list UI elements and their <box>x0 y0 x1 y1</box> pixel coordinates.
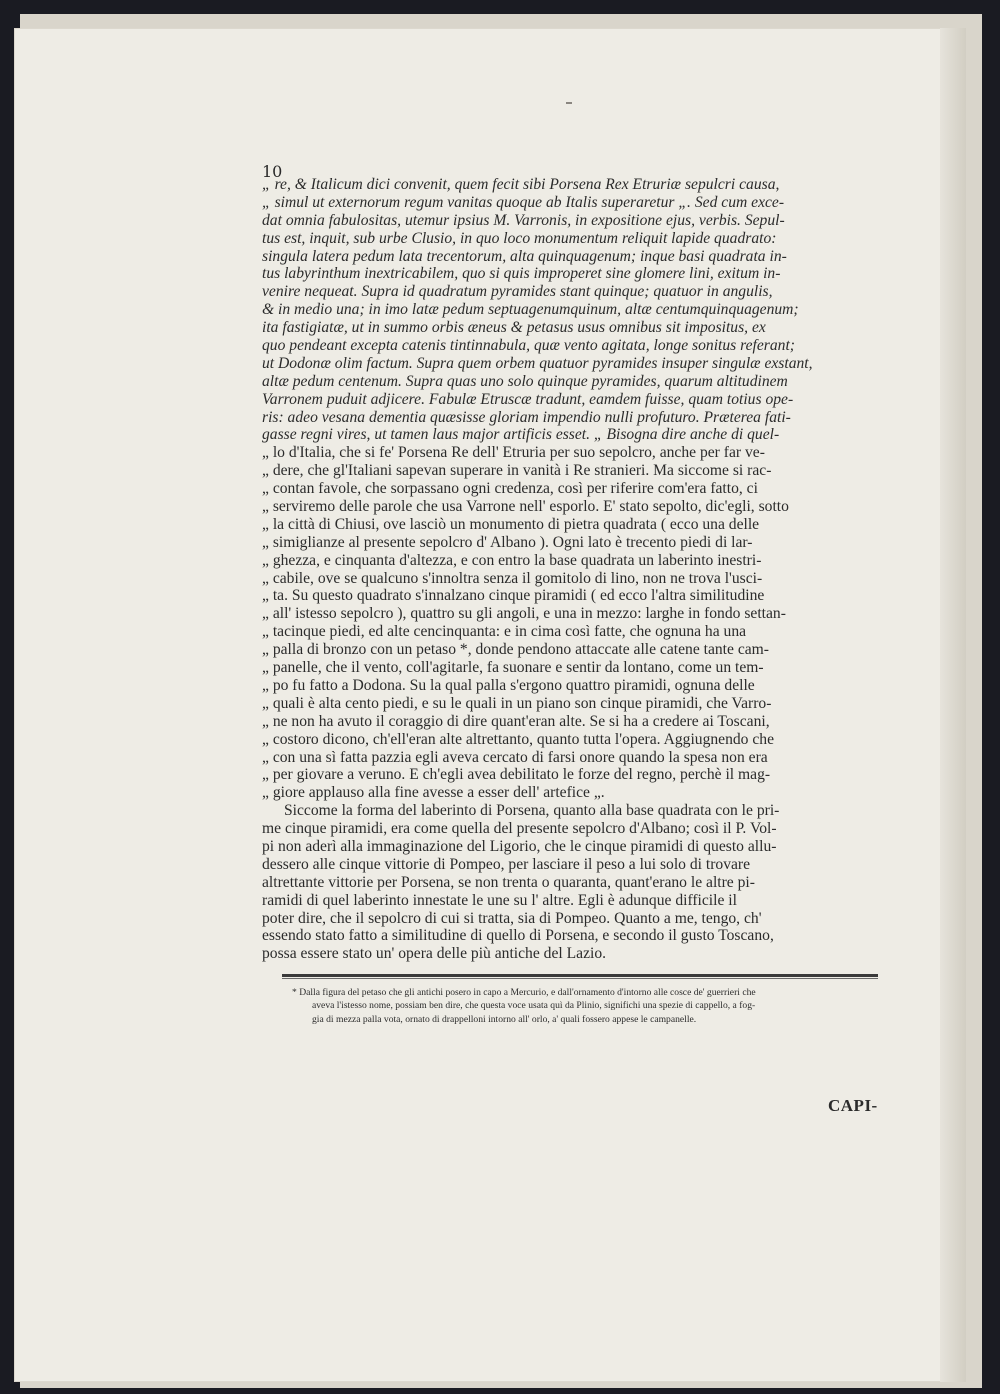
text-line: „ con una sì fatta pazzia egli aveva cercato di farsi onore quando la spesa non era <box>262 748 768 766</box>
text-line: „ ghezza, e cinquanta d'altezza, e con entro la base quadrata un laberinto inestri- <box>262 551 762 569</box>
text-line: „ quali è alta cento piedi, e su le quali in un piano son cinque piramidi, che Varro- <box>262 694 772 712</box>
text-line: singula latera pedum lata trecentorum, alta quinquagenum; inque basi quadrata in- <box>262 247 787 265</box>
text-line: essendo stato fatto a similitudine di quello di Porsena, e secondo il gusto Toscano, <box>262 927 774 945</box>
text-line: ut Dodonæ olim factum. Supra quem orbem quatuor pyramides insuper singulæ exstant, <box>262 354 813 372</box>
text-line: „ simul ut externorum regum vanitas quoque ab Italis superaretur „. Sed cum exce- <box>262 193 785 211</box>
text-line: dat omnia fabulositas, utemur ipsius M. Varronis, in expositione ejus, verbis. Sepul- <box>262 211 785 229</box>
text-line: „ contan favole, che sorpassano ogni credenza, così per riferire com'era fatto, ci <box>262 480 758 498</box>
text-line: „ dere, che gl'Italiani sapevan superare in vanità i Re stranieri. Ma siccome si rac- <box>262 462 772 480</box>
text-line: altæ pedum centenum. Supra quas uno solo quinque pyramides, quarum altitudinem <box>262 372 788 390</box>
text-line: „ tacinque piedi, ed alte cencinquanta: e in cima così fatte, che ognuna ha una <box>262 623 747 641</box>
text-line: & in medio una; in imo latæ pedum septuagenumquinum, altæ centumquinquagenum; <box>262 301 799 319</box>
text-line: tus est, inquit, sub urbe Clusio, in quo loco monumentum reliquit lapide quadrato: <box>262 229 777 247</box>
footnote-rule <box>282 974 878 977</box>
text-line: „ panelle, che il vento, coll'agitarle, fa suonare e sentir da lontano, come un tem- <box>262 659 764 677</box>
text-line: venire nequeat. Supra id quadratum pyramides stant quinque; quatuor in angulis, <box>262 283 773 301</box>
text-line: altrettante vittorie per Porsena, se non trenta o quaranta, quant'erano le altre pi- <box>262 873 755 891</box>
text-line: me cinque piramidi, era come quella del presente sepolcro d'Albano; così il P. Vol- <box>262 820 777 838</box>
text-line: quo pendeant excepta catenis tintinnabula, quæ vento agitata, longe sonitus referant; <box>262 337 795 355</box>
text-line: „ ne non ha avuto il coraggio di dire quant'eran alte. Se si ha a credere ai Toscani, <box>262 712 770 730</box>
text-line: „ re, & Italicum dici convenit, quem fecit sibi Porsena Rex Etruriæ sepulcri causa, <box>262 176 780 193</box>
footnote <box>292 986 878 1026</box>
text-line: gasse regni vires, ut tamen laus major artificis esset. „ Bisogna dire anche di quel- <box>262 426 780 444</box>
text-line: „ serviremo delle parole che usa Varrone nell' esporlo. E' stato sepolto, dic'egli, sotto <box>262 498 789 516</box>
text-line: dessero alle cinque vittorie di Pompeo, per lasciare il peso a lui solo di trovare <box>262 855 751 873</box>
footnote-line: * Dalla figura del petaso che gli antichi posero in capo a Mercurio, e dall'ornamento d'intorno alle cosce de' guerrieri che <box>292 987 756 998</box>
text-line: „ simiglianze al presente sepolcro d' Albano ). Ogni lato è trecento piedi di lar- <box>262 533 753 551</box>
footnote-line: aveva l'istesso nome, possiam ben dire, che questa voce usata quì da Plinio, significhi una spezie di cappello, a fog- <box>312 1000 756 1012</box>
text-line: „ all' istesso sepolcro ), quattro su gli angoli, e una in mezzo: larghe in fondo settan- <box>262 605 786 623</box>
text-line: „ po fu fatto a Dodona. Su la qual palla s'ergono quattro piramidi, ognuna delle <box>262 676 755 694</box>
text-line: „ palla di bronzo con un petaso *, donde pendono attaccate alle catene tante cam- <box>262 641 770 659</box>
page-number: 10 <box>262 162 283 181</box>
text-line: „ cabile, ove se qualcuno s'innoltra senza il gomitolo di lino, non ne trova l'usci- <box>262 569 763 587</box>
text-line: „ ta. Su questo quadrato s'innalzano cinque piramidi ( ed ecco l'altra similitudine <box>262 587 765 605</box>
catchword: CAPI- <box>828 1096 878 1115</box>
text-line: „ lo d'Italia, che si fe' Porsena Re dell' Etruria per suo sepolcro, anche per far ve- <box>262 444 765 462</box>
page-mark <box>566 102 572 104</box>
page-fold-shadow <box>940 28 966 1382</box>
footnote-line: gia di mezza palla vota, ornato di drappelloni intorno all' orlo, a' quali fossero appese le campanelle. <box>312 1013 697 1025</box>
text-line: pi non aderì alla immaginazione del Ligorio, che le cinque piramidi di questo allu- <box>262 837 777 855</box>
main-text <box>262 176 874 963</box>
text-line: ramidi di quel laberinto innestate le une su l' altre. Egli è adunque difficile il <box>262 891 737 909</box>
footnote-rule-thin <box>282 978 878 979</box>
text-line: ris: adeo vesana dementia quæsisse gloriam impendio nulli profuturo. Præterea fati- <box>262 408 791 426</box>
text-line: „ giore applauso alla fine avesse a esser dell' artefice „. <box>262 784 605 802</box>
text-line: Siccome la forma del laberinto di Porsena, quanto alla base quadrata con le pri- <box>284 802 780 820</box>
text-line: poter dire, che il sepolcro di cui si tratta, sia di Pompeo. Quanto a me, tengo, ch' <box>262 909 762 927</box>
text-line: Varronem puduit adjicere. Fabulæ Etruscæ tradunt, eamdem fuisse, quam totius ope- <box>262 390 794 408</box>
text-line: „ per giovare a veruno. E ch'egli avea debilitato le forze del regno, perchè il mag- <box>262 766 771 784</box>
text-line: „ la città di Chiusi, ove lasciò un monumento di pietra quadrata ( ecco una delle <box>262 515 760 533</box>
text-line: „ costoro dicono, ch'ell'eran alte altrettanto, quanto tutta l'opera. Aggiugnendo che <box>262 730 775 748</box>
text-line: possa essere stato un' opera delle più antiche del Lazio. <box>262 945 607 963</box>
text-line: ita fastigiatæ, ut in summo orbis æneus & petasus usus omnibus sit impositus, ex <box>262 319 766 337</box>
text-line: tus labyrinthum inextricabilem, quo si quis improperet sine glomere lini, exitum in- <box>262 265 781 283</box>
